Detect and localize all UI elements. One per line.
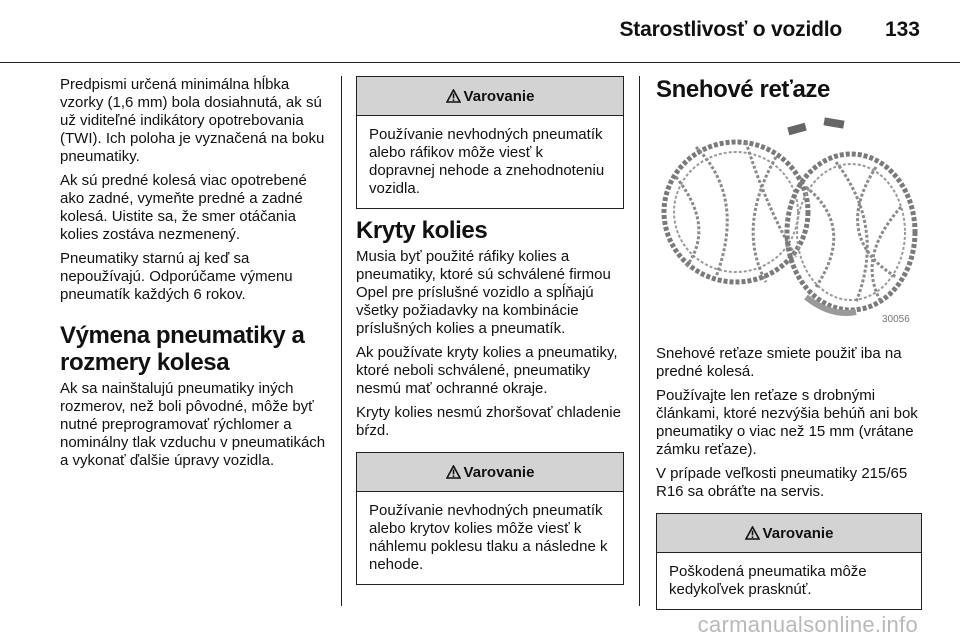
warning-text: Používanie nevhodných pneumatík alebo ráfikov môže viesť k dopravnej nehode a znehodnoteniu vozidla. xyxy=(369,126,605,197)
section-heading-snow-chains: Snehové reťaze xyxy=(656,76,830,103)
warning-triangle-icon xyxy=(446,89,461,103)
column-divider-1 xyxy=(341,76,342,606)
column-middle xyxy=(356,76,624,593)
warning-text: Poškodená pneumatika môže kedykoľvek prasknúť. xyxy=(669,563,867,598)
column-divider-2 xyxy=(639,76,640,606)
watermark: carmanualsonline.info xyxy=(697,612,918,637)
warning-body xyxy=(357,492,623,584)
page-number: 133 xyxy=(884,18,920,41)
warning-box xyxy=(656,513,922,610)
warning-title: Varovanie xyxy=(463,463,535,481)
paragraph: Ak používate kryty kolies a pneumatiky, ktoré neboli schválené, pneumatiky nesmú mať ochranné okraje. xyxy=(356,344,618,397)
warning-title: Varovanie xyxy=(463,87,535,105)
paragraph: Predpismi určená minimálna hĺbka vzorky (1,6 mm) bola dosiahnutá, ak sú už viditeľné indikátory opotrebovania (TWI). Ich poloha je vyznačená na boku pneumatiky. xyxy=(60,76,325,165)
warning-header xyxy=(357,77,623,116)
warning-text: Používanie nevhodných pneumatík alebo krytov kolies môže viesť k náhlemu poklesu tlaku a následne k nehode. xyxy=(369,502,608,573)
paragraph: Ak sa nainštalujú pneumatiky iných rozmerov, než boli pôvodné, môže byť nutné preprogramovať rýchlomer a nominálny tlak vzduchu v pneumatikách a vykonať ďalšie úpravy vozidla. xyxy=(60,380,326,469)
paragraph: Kryty kolies nesmú zhoršovať chladenie bŕzd. xyxy=(356,404,621,439)
warning-header xyxy=(357,453,623,492)
paragraph: Snehové reťaze smiete použiť iba na predné kolesá. xyxy=(656,345,902,380)
warning-body xyxy=(657,553,921,609)
header-divider xyxy=(0,62,960,63)
figure-number: 30056 xyxy=(882,314,910,325)
paragraph: Musia byť použité ráfiky kolies a pneumatiky, ktoré sú schválené firmou Opel pre príslušné vozidlo a spĺňajú všetky požiadavky na kombinácie príslušných kolies a pneumatík. xyxy=(356,248,611,337)
column-left xyxy=(60,76,332,476)
paragraph: Pneumatiky starnú aj keď sa nepoužívajú. Odporúčame výmenu pneumatík každých 6 rokov. xyxy=(60,250,293,303)
warning-triangle-icon xyxy=(446,465,461,479)
paragraph: V prípade veľkosti pneumatiky 215/65 R16 sa obráťte na servis. xyxy=(656,465,908,500)
warning-triangle-icon xyxy=(745,526,760,540)
warning-title: Varovanie xyxy=(762,524,834,542)
section-heading-wheel-covers: Kryty kolies xyxy=(356,217,488,244)
chapter-title: Starostlivosť o vozidlo xyxy=(619,18,842,41)
section-heading-tire-change: Výmena pneumatiky a rozmery kolesa xyxy=(60,322,305,376)
warning-box xyxy=(356,452,624,585)
warning-box xyxy=(356,76,624,209)
column-right xyxy=(656,76,922,618)
warning-header xyxy=(657,514,921,553)
paragraph: Ak sú predné kolesá viac opotrebené ako zadné, vymeňte predné a zadné kolesá. Uistite sa, že smer otáčania kolies zostáva nezmenený. xyxy=(60,172,307,243)
snow-chain-illustration xyxy=(656,117,918,327)
page-header xyxy=(0,0,960,62)
warning-body xyxy=(357,116,623,208)
paragraph: Používajte len reťaze s drobnými článkami, ktoré nezvýšia behúň ani bok pneumatiky o viac než 15 mm (vrátane zámku reťaze). xyxy=(656,387,918,458)
